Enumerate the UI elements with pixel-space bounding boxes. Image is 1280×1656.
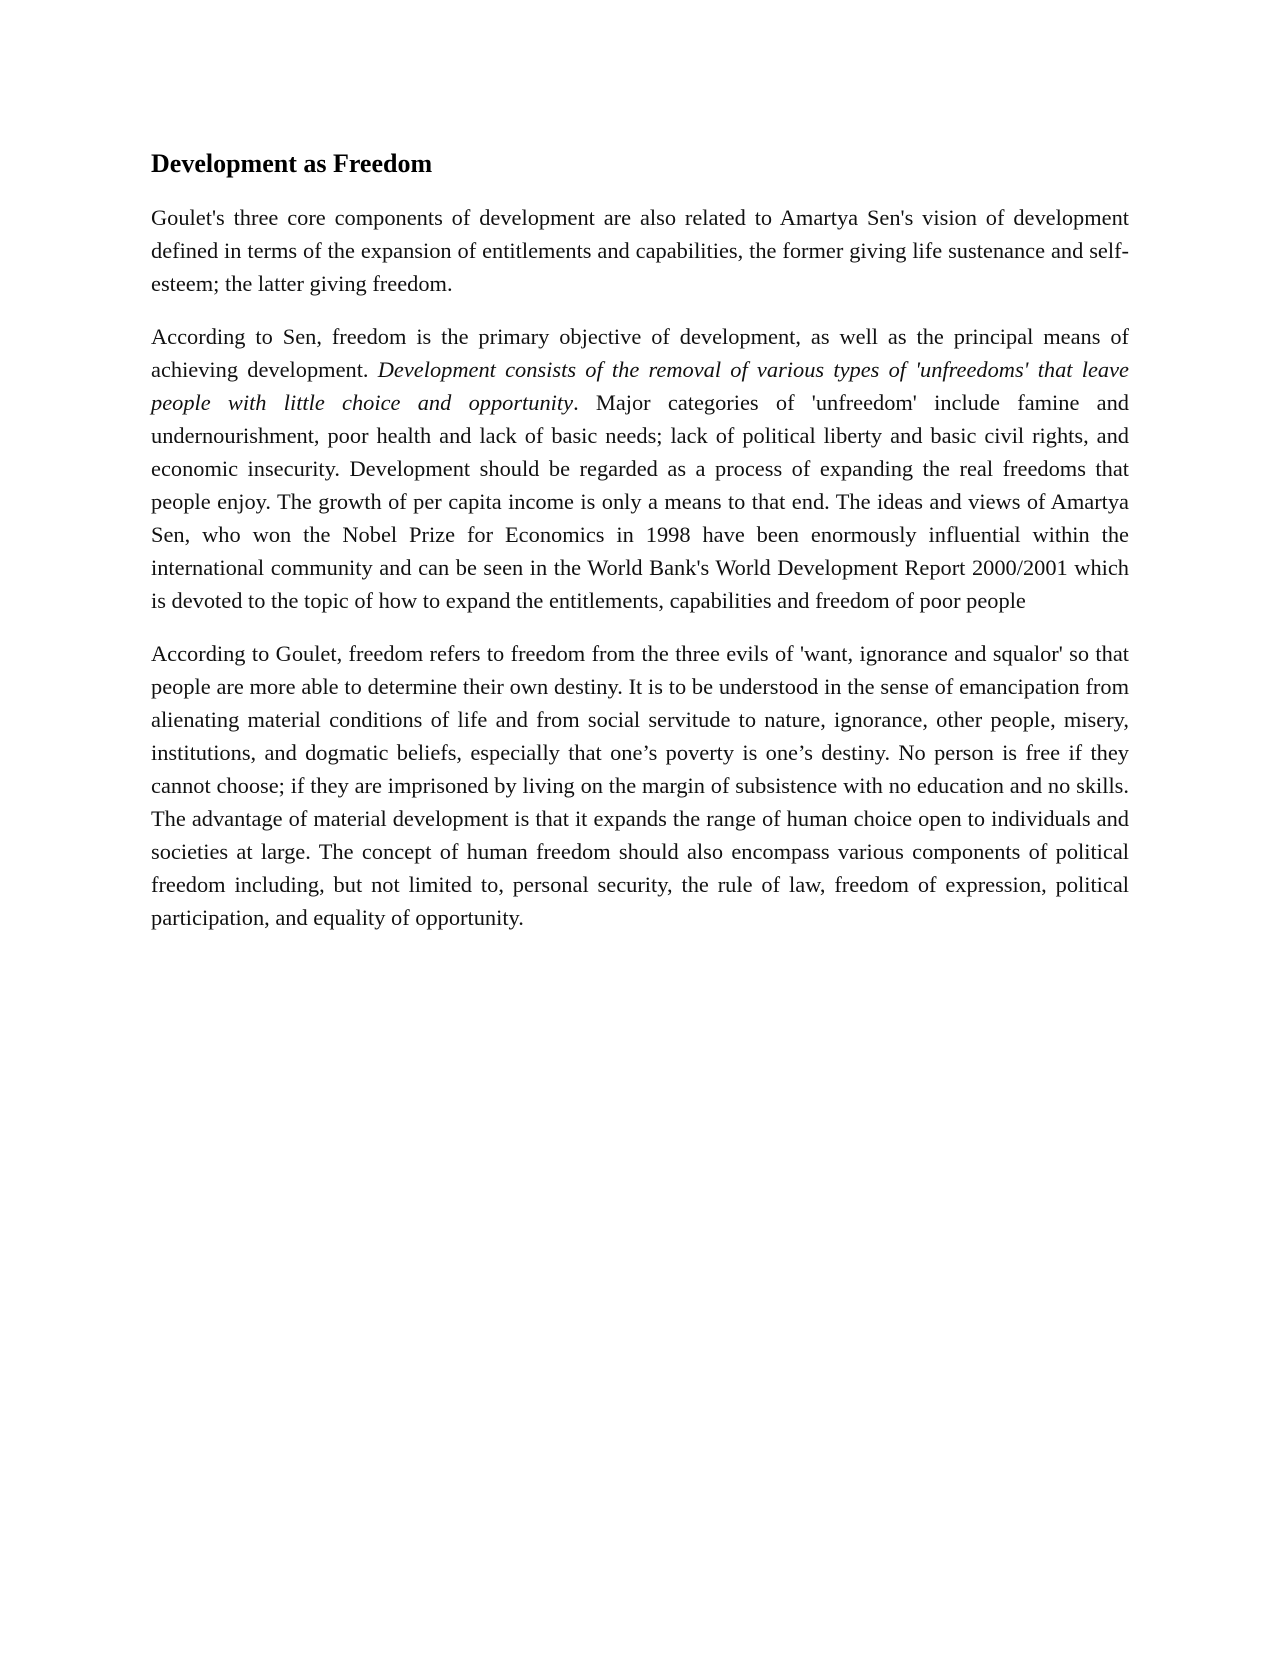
paragraph-sen-italic-quote: Development consists of the removal of various types of 'unfreedoms' that leave people with little choice and opportunity	[151, 357, 1129, 416]
paragraph-goulet: According to Goulet, freedom refers to freedom from the three evils of 'want, ignorance and squalor' so that people are more able to determine their own destiny. It is to be understood in the sense of emancipation from alienating material conditions of life and from social servitude to nature, ignorance, other people, misery, institutions, and dogmatic beliefs, especially that one’s poverty is one’s destiny. No person is free if they cannot choose; if they are imprisoned by living on the margin of subsistence with no education and no skills. The advantage of material development is that it expands the range of human choice open to individuals and societies at large. The concept of human freedom should also encompass various components of political freedom including, but not limited to, personal security, the rule of law, freedom of expression, political participation, and equality of opportunity.	[151, 641, 1129, 931]
paragraph-sen-text-start: According to Sen, freedom is the primary objective of development, as well as the principal means of achieving development.	[151, 324, 1129, 383]
paragraph-sen-text-end: . Major categories of 'unfreedom' include famine and undernourishment, poor health and lack of basic needs; lack of political liberty and basic civil rights, and economic insecurity. Development should be regarded as a process of expanding the real freedoms that people enjoy. The growth of per capita income is only a means to that end. The ideas and views of Amartya Sen, who won the Nobel Prize for Economics in 1998 have been enormously influential within the international community and can be seen in the World Bank's World Development Report 2000/2001 which is devoted to the topic of how to expand the entitlements, capabilities and freedom of poor people	[151, 390, 1129, 614]
document-body	[151, 148, 1129, 954]
document-title: Development as Freedom	[151, 149, 433, 178]
paragraph-intro: Goulet's three core components of development are also related to Amartya Sen's vision of development defined in terms of the expansion of entitlements and capabilities, the former giving life sustenance and self-esteem; the latter giving freedom.	[151, 205, 1129, 297]
paragraph-sen	[151, 320, 1129, 617]
